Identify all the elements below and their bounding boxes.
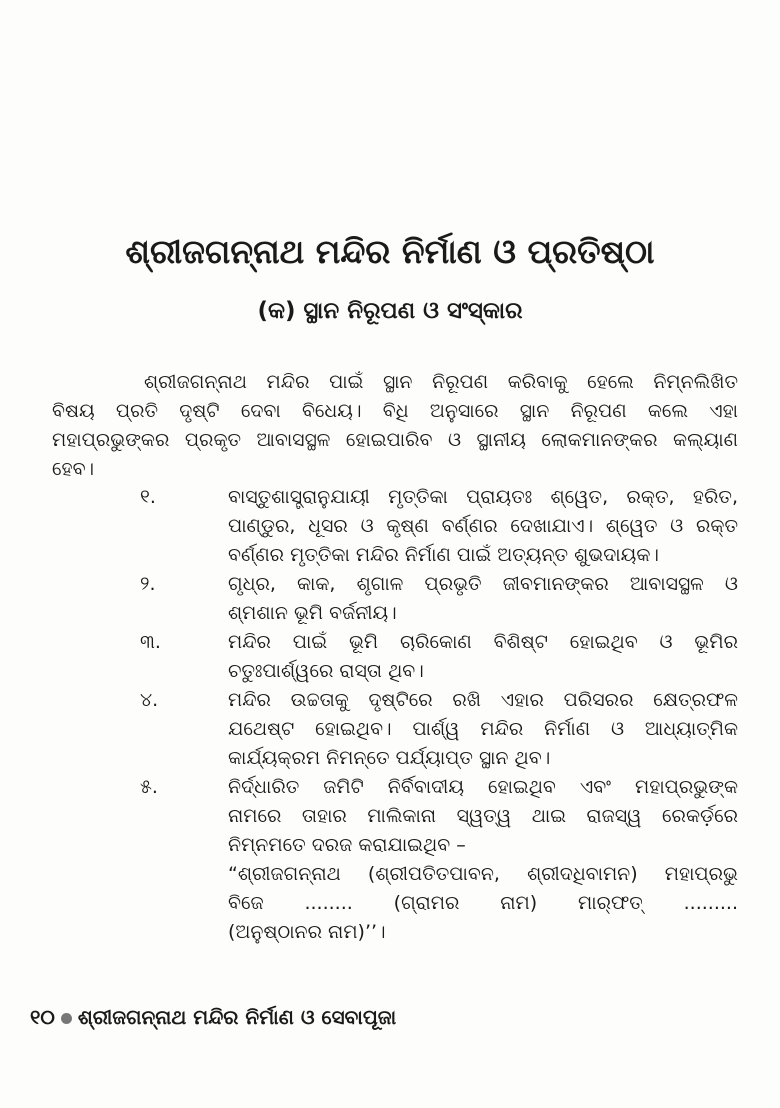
bullet-dot-icon (61, 1013, 72, 1024)
list-item (140, 773, 740, 947)
page-footer (30, 1002, 396, 1032)
list-item-number: ୩. (140, 631, 161, 653)
list-item-number: ୪. (140, 689, 159, 711)
list-item-line: ଚତୁଃପାର୍ଶ୍ୱରେ ରାସ୍ତା ଥିବ। (228, 660, 424, 682)
list-item-line: ପାଣ୍ଡୁର, ଧୂସର ଓ କୃଷ୍ଣ ବର୍ଣ୍ଣର ଦେଖାଯାଏ। ଶ୍ୱେତ ଓ ରକ୍ତ (228, 515, 738, 537)
list-item-number: ୧. (140, 486, 156, 508)
list-item-line: ନିର୍ଦ୍ଧାରିତ ଜମିଟି ନିର୍ବିବାଦୀୟ ହୋଇଥିବ ଏବଂ ମହାପ୍ରଭୁଙ୍କ (228, 776, 738, 798)
list-item (140, 628, 740, 686)
list-item-line: “ଶ୍ରୀଜଗନ୍ନାଥ (ଶ୍ରୀପତିତପାବନ, ଶ୍ରୀଦଧିବାମନ) ମହାପ୍ରଭୁ (228, 863, 738, 885)
numbered-list (140, 483, 740, 947)
paragraph-line: ମହାପ୍ରଭୁଙ୍କର ପ୍ରକୃତ ଆବାସସ୍ଥଳ ହୋଇପାରିବ ଓ ସ୍ଥାନୀୟ ଲୋକମାନଙ୍କର କଲ୍ୟାଣ (52, 429, 738, 451)
list-item-number: ୨. (140, 573, 156, 595)
list-item-line: ନିମ୍ନମତେ ଦରଜ କରାଯାଇଥିବ – (228, 834, 466, 856)
page-title: ଶ୍ରୀଜଗନ୍ନାଥ ମନ୍ଦିର ନିର୍ମାଣ ଓ ପ୍ରତିଷ୍ଠା (125, 232, 655, 271)
list-item-line: ବାସ୍ତୁଶାସ୍ତ୍ରାନୁଯାୟୀ ମୃତ୍ତିକା ପ୍ରାୟତଃ ଶ୍ୱେତ, ରକ୍ତ, ହରିତ, (228, 486, 738, 508)
list-item-line: ମନ୍ଦିର ଉଚ୍ଚତାକୁ ଦୃଷ୍ଟିରେ ରଖି ଏହାର ପରିସରର କ୍ଷେତ୍ରଫଳ (228, 689, 738, 711)
list-item-line: ନାମରେ ତାହାର ମାଲିକାନା ସ୍ୱତ୍ୱ ଥାଇ ରାଜସ୍ୱ ରେକର୍ଡ଼ରେ (228, 805, 738, 827)
paragraph-line: ବିଷୟ ପ୍ରତି ଦୃଷ୍ଟି ଦେବା ବିଧେୟ। ବିଧି ଅନୁସାରେ ସ୍ଥାନ ନିରୂପଣ କଲେ ଏହା (52, 400, 738, 422)
list-item-text (228, 773, 738, 947)
paragraph-line: ଶ୍ରୀଜଗନ୍ନାଥ ମନ୍ଦିର ପାଇଁ ସ୍ଥାନ ନିରୂପଣ କରିବାକୁ ହେଲେ ନିମ୍ନଲିଖିତ (144, 371, 738, 393)
book-title: ଶ୍ରୀଜଗନ୍ନାଥ ମନ୍ଦିର ନିର୍ମାଣ ଓ ସେବାପୂଜା (77, 1005, 397, 1029)
list-item-text (228, 570, 738, 628)
list-item-line: କାର୍ଯ୍ୟକ୍ରମ ନିମନ୍ତେ ପର୍ଯ୍ୟାପ୍ତ ସ୍ଥାନ ଥିବ। (228, 747, 551, 769)
list-item-text (228, 628, 738, 686)
list-item-line: ବର୍ଣ୍ଣର ମୃତ୍ତିକା ମନ୍ଦିର ନିର୍ମାଣ ପାଇଁ ଅତ୍ୟନ୍ତ ଶୁଭଦାୟକ। (228, 544, 659, 566)
paragraph-line: ହେବ। (52, 458, 95, 480)
list-item (140, 570, 740, 628)
list-item-line: (ଅନୁଷ୍ଠାନର ନାମ)’’। (228, 921, 386, 943)
list-item-line: ବିଜେ ........ (ଗ୍ରାମର ନାମ) ମାର୍‌ଫତ୍ ......... (228, 892, 738, 914)
list-item-text (228, 483, 738, 570)
list-item-number: ୫. (140, 776, 158, 798)
page-number: ୧୦ (30, 1005, 55, 1029)
list-item (140, 686, 740, 773)
list-item (140, 483, 740, 570)
list-item-line: ଯଥେଷ୍ଟ ହୋଇଥିବ। ପାର୍ଶ୍ୱ ମନ୍ଦିର ନିର୍ମାଣ ଓ ଆଧ୍ୟାତ୍ମିକ (228, 718, 738, 740)
intro-paragraph (52, 368, 738, 484)
list-item-line: ଶ୍ମଶାନ ଭୂମି ବର୍ଜନୀୟ। (228, 602, 397, 624)
list-item-text (228, 686, 738, 773)
list-item-line: ଗୃଧ୍ର, କାକ, ଶୃଗାଳ ପ୍ରଭୃତି ଜୀବମାନଙ୍କର ଆବାସସ୍ଥଳ ଓ (228, 573, 738, 595)
list-item-line: ମନ୍ଦିର ପାଇଁ ଭୂମି ଚାରିକୋଣ ବିଶିଷ୍ଟ ହୋଇଥିବ ଓ ଭୂମିର (228, 631, 738, 653)
section-subtitle: (କ) ସ୍ଥାନ ନିରୂପଣ ଓ ସଂସ୍କାର (257, 298, 523, 324)
